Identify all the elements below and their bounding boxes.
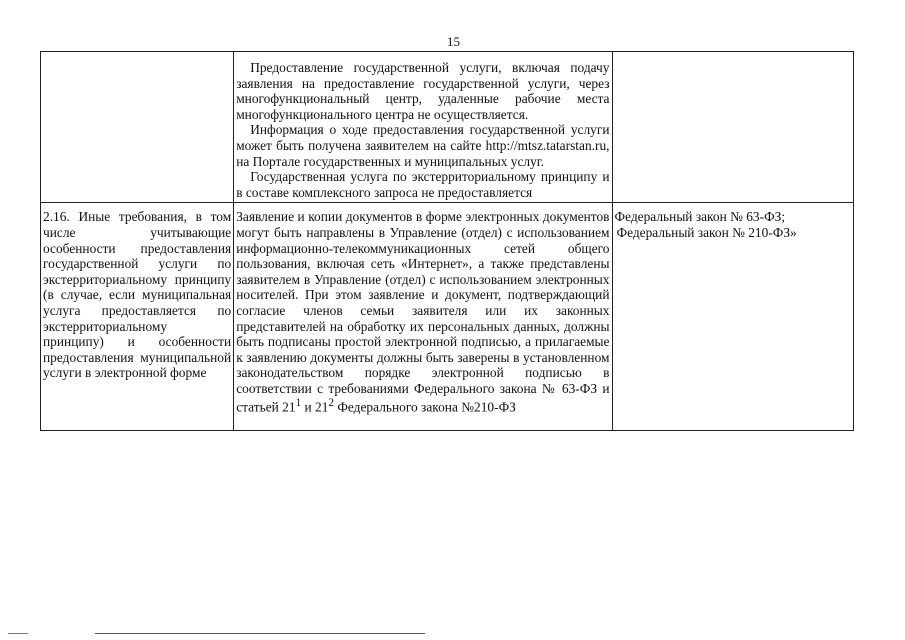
electronic-submission-text: Заявление и копии документов в форме электронных документов могут быть направлены в Управление (отдел) с использованием информационно-телекоммуникационных сетей общего пользования, включая сеть «Интернет», а также представлены заявителем в Управление (отдел) с использованием электронных носителей. При этом заявление и документ, подтверждающий согласие членов семьи заявителя или их законных представителей на обработку их персональных данных, должны быть подписаны простой электронной подписью, а прилагаемые к заявлению документы должны быть заверены в установленном законодательством порядке электронной подписью в соответствии с требованиями Федерального закона № 63-ФЗ и статьей 21 bbox=[236, 209, 610, 415]
row1-col1-cell bbox=[41, 52, 234, 203]
table-row bbox=[41, 52, 854, 203]
row2-col3-cell bbox=[612, 203, 854, 430]
law-210fz: Федеральный закон № 210-ФЗ» bbox=[616, 224, 797, 240]
superscript-2: 2 bbox=[328, 397, 334, 410]
row1-col2-cell bbox=[234, 52, 612, 203]
row2-col1-cell bbox=[41, 203, 234, 430]
conjunction-text: и 21 bbox=[301, 399, 329, 415]
requirement-title: 2.16. Иные требования, в том числе учитывающие особенности предоставления государственной услуги по экстерриториальному принципу (в случае, если муниципальная услуга предоставляется по экстерриториальному принципу) и особенности предоставления муниципальной услуги в электронной форме bbox=[43, 209, 232, 381]
row2-col2-cell bbox=[234, 203, 612, 430]
footer-rule bbox=[95, 633, 425, 634]
requirements-table bbox=[40, 51, 854, 431]
table-row bbox=[41, 203, 854, 430]
paragraph-extraterritorial: Государственная услуга по экстерриториальному принципу и в составе комплексного запроса не предоставляется bbox=[236, 169, 610, 200]
paragraph-progress-info: Информация о ходе предоставления государственной услуги может быть получена заявителем на сайте http://mtsz.tatarstan.ru, на Портале государственных и муниципальных услуг. bbox=[236, 122, 610, 169]
row1-col3-cell bbox=[612, 52, 854, 203]
superscript-1: 1 bbox=[295, 397, 302, 410]
footer-mark bbox=[8, 633, 28, 634]
law-reference-text: Федерального закона №210-ФЗ bbox=[333, 399, 516, 415]
page-number: 15 bbox=[447, 34, 460, 49]
paragraph-mfc-service: Предоставление государственной услуги, включая подачу заявления на предоставление государственной услуги, через многофункциональный центр, удаленные рабочие места многофункционального центра не осуществляется. bbox=[236, 60, 610, 122]
law-63fz: Федеральный закон № 63-ФЗ; bbox=[614, 209, 786, 225]
